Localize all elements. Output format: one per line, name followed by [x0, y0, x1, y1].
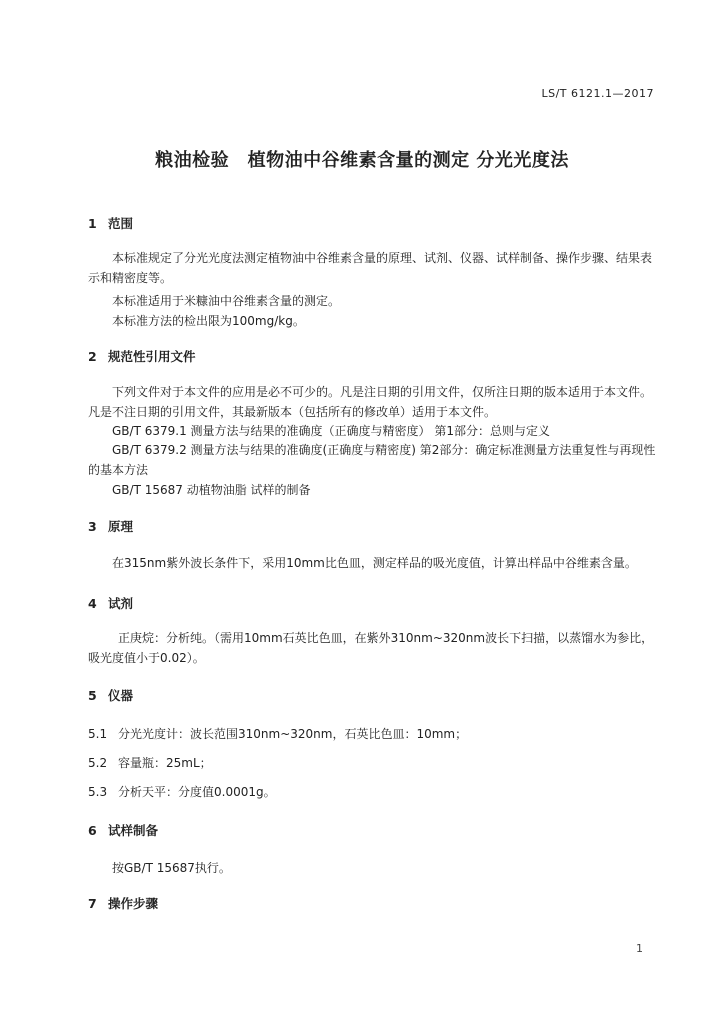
- item-text: 容量瓶：25mL；: [118, 756, 212, 770]
- instrument-item: [88, 725, 467, 742]
- section-6-heading: [88, 821, 158, 839]
- section-1-heading: [88, 214, 133, 232]
- document-title: 粮油检验 植物油中谷维素含量的测定 分光光度法: [155, 150, 569, 171]
- instrument-item: [88, 754, 212, 771]
- page-number: 1: [636, 942, 643, 955]
- reference-item: GB/T 6379.1 测量方法与结果的准确度（正确度与精密度） 第1部分：总则与定义: [112, 424, 550, 438]
- item-text: 分析天平：分度值0.0001g。: [118, 785, 276, 799]
- standard-number: LS/T 6121.1—2017: [541, 87, 654, 100]
- section-title: 操作步骤: [108, 896, 159, 911]
- paragraph: 正庚烷：分析纯。（需用10mm石英比色皿，在紫外310nm~320nm波长下扫描，以蒸馏水为参比，吸光度值小于0.02）。: [88, 631, 654, 665]
- section-4-heading: [88, 594, 133, 612]
- paragraph: 本标准适用于米糠油中谷维素含量的测定。: [112, 294, 341, 308]
- paragraph: 本标准规定了分光光度法测定植物油中谷维素含量的原理、试剂、仪器、试样制备、操作步骤、结果表示和精密度等。: [88, 251, 653, 285]
- section-number: 7: [88, 896, 97, 911]
- instrument-item: [88, 783, 276, 800]
- item-number: 5.2: [88, 756, 108, 770]
- section-3-heading: [88, 517, 133, 535]
- section-title: 原理: [108, 519, 134, 534]
- paragraph: 本标准方法的检出限为100mg/kg。: [112, 314, 305, 328]
- section-title: 试样制备: [108, 823, 159, 838]
- section-title: 规范性引用文件: [108, 349, 196, 364]
- section-2-heading: [88, 347, 196, 365]
- section-number: 1: [88, 216, 97, 231]
- section-7-heading: [88, 894, 158, 912]
- item-number: 5.3: [88, 785, 108, 799]
- section-5-heading: [88, 686, 133, 704]
- section-title: 范围: [108, 216, 134, 231]
- section-title: 仪器: [108, 688, 134, 703]
- reference-item: GB/T 15687 动植物油脂 试样的制备: [112, 483, 311, 497]
- section-title: 试剂: [108, 596, 134, 611]
- reference-item: GB/T 6379.2 测量方法与结果的准确度(正确度与精密度) 第2部分：确定标准测量方法重复性与再现性的基本方法: [88, 443, 656, 477]
- section-number: 5: [88, 688, 97, 703]
- item-text: 分光光度计：波长范围310nm~320nm，石英比色皿：10mm；: [118, 727, 468, 741]
- paragraph: 在315nm紫外波长条件下，采用10mm比色皿，测定样品的吸光度值，计算出样品中谷维素含量。: [112, 556, 637, 570]
- section-number: 4: [88, 596, 97, 611]
- paragraph: 下列文件对于本文件的应用是必不可少的。凡是注日期的引用文件，仅所注日期的版本适用于本文件。凡是不注日期的引用文件，其最新版本（包括所有的修改单）适用于本文件。: [88, 385, 653, 419]
- paragraph: 按GB/T 15687执行。: [112, 861, 231, 875]
- item-number: 5.1: [88, 727, 108, 741]
- section-number: 3: [88, 519, 97, 534]
- section-number: 2: [88, 349, 97, 364]
- section-number: 6: [88, 823, 97, 838]
